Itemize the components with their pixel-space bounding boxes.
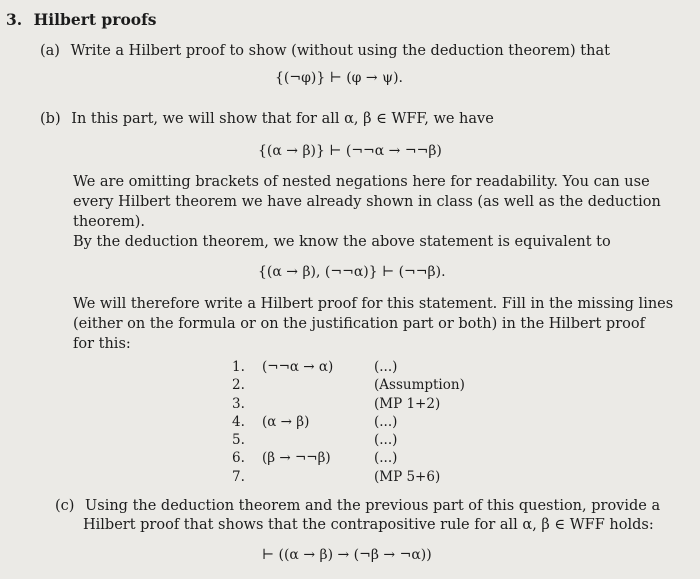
proof-line-number: 4. [232,413,245,430]
proof-table [232,358,465,486]
proof-formula: (β → ¬¬β) [262,450,331,467]
part-b-intro: In this part, we will show that for all α, β ∈ WFF, we have [71,111,494,127]
instruction-line: (either on the formula or on the justification part or both) in the Hilbert proof [73,316,645,332]
question-number: 3. [6,10,23,29]
part-b-instructions [73,294,673,354]
proof-justification: (...) [374,359,398,375]
proof-justification: (...) [374,450,398,467]
proof-justification: (MP 5+6) [374,468,441,485]
part-b-formula-2: {(α → β), (¬¬α)} ⊢ (¬¬β). [258,264,446,280]
proof-line-number: 6. [232,450,245,467]
proof-row [232,468,465,486]
proof-row [232,431,465,449]
proof-formula: (¬¬α → α) [262,359,334,375]
question-heading [6,10,157,29]
part-c-block [55,497,660,535]
part-c-formula: ⊢ ((α → β) → (¬β → ¬α)) [262,547,432,563]
proof-row [232,358,465,376]
note-line: theorem). [73,214,146,230]
proof-justification: (...) [374,413,398,430]
proof-line-number: 5. [232,432,245,449]
question-title: Hilbert proofs [33,10,157,29]
proof-formula [262,376,374,394]
proof-row [232,395,465,413]
proof-formula [262,395,374,413]
proof-justification: (...) [374,432,398,449]
part-a-formula: {(¬φ)} ⊢ (φ → ψ). [275,70,403,86]
part-a-text: Write a Hilbert proof to show (without using the deduction theorem) that [70,43,610,59]
part-a-line [40,43,610,59]
proof-line-number: 7. [232,468,245,485]
proof-row [232,413,465,431]
part-c-line [55,497,660,516]
proof-row [232,449,465,467]
part-b-note [73,172,661,232]
proof-line-number: 3. [232,395,245,412]
part-c-text: Using the deduction theorem and the previous part of this question, provide a [85,498,661,514]
proof-line-number: 1. [232,359,245,375]
proof-justification: (MP 1+2) [374,395,441,412]
instruction-line: for this: [73,336,131,352]
note-line: every Hilbert theorem we have already shown in class (as well as the deduction [73,194,661,210]
proof-formula [262,468,374,486]
proof-formula [262,431,374,449]
part-c-label: (c) [55,498,75,514]
proof-formula: (α → β) [262,413,310,430]
part-b-equiv-text: By the deduction theorem, we know the above statement is equivalent to [73,234,611,250]
part-c-line: Hilbert proof that shows that the contrapositive rule for all α, β ∈ WFF holds: [83,517,654,533]
proof-justification: (Assumption) [374,377,465,394]
proof-line-number: 2. [232,377,245,394]
instruction-line: We will therefore write a Hilbert proof for this statement. Fill in the missing lines [73,296,674,312]
note-line: We are omitting brackets of nested negations here for readability. You can use [73,174,650,190]
part-b-line [40,111,494,127]
part-a-label: (a) [40,43,60,59]
proof-row [232,376,465,394]
part-b-formula-1: {(α → β)} ⊢ (¬¬α → ¬¬β) [258,143,442,159]
part-b-label: (b) [40,111,61,127]
